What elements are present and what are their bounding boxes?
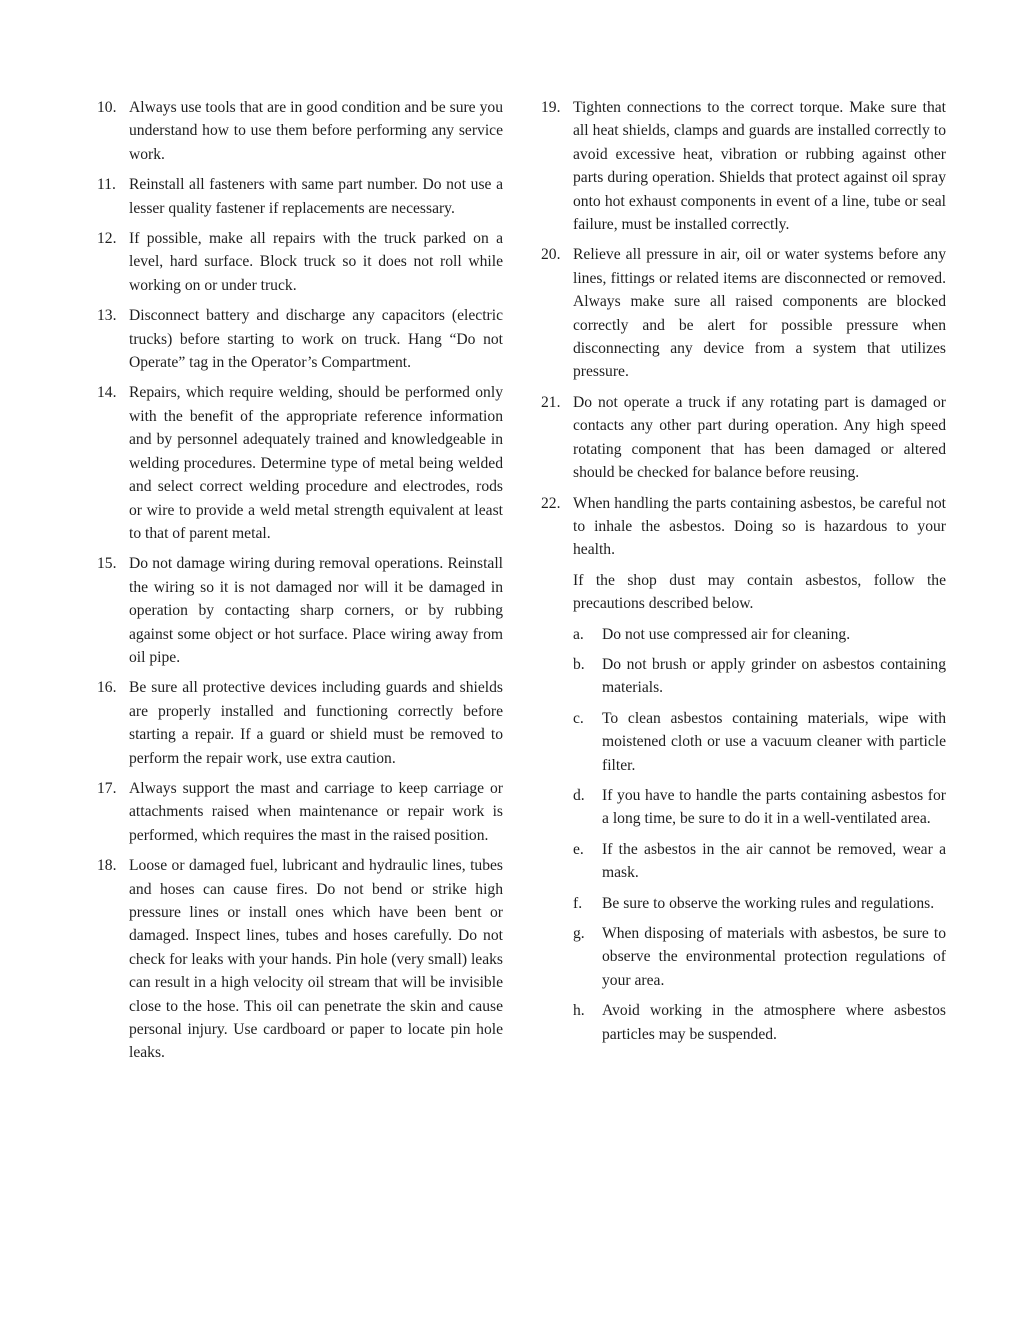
precaution-text: Do not brush or apply grinder on asbestos containing materials.	[602, 655, 946, 697]
precaution-text: To clean asbestos containing materials, wipe with moistened cloth or use a vacuum cleaner with particle filter.	[602, 709, 946, 774]
precaution-letter: d.	[573, 786, 585, 804]
precaution-letter: f.	[573, 894, 583, 912]
item-number: 19.	[541, 99, 561, 116]
list-item	[97, 676, 503, 770]
item-text: Do not damage wiring during removal operations. Reinstall the wiring so it is not damaged nor will it be damaged in operation by contacting sharp corners, or by rubbing against some object or hot surface. Place wiring away from oil pipe.	[129, 555, 503, 666]
list-item	[97, 854, 503, 1065]
precaution-item	[541, 922, 946, 992]
item-number: 18.	[97, 857, 117, 875]
item-text: Always support the mast and carriage to keep carriage or attachments raised when maintenance or repair work is performed, which requires the mast in the raised position.	[129, 779, 503, 844]
list-item	[97, 96, 503, 166]
item-text: Be sure all protective devices including guards and shields are properly installed and functioning correctly before starting a repair. If a guard or shield must be removed to perform the repair work, use extra caution.	[129, 679, 503, 767]
item-number: 13.	[97, 307, 117, 325]
item-number: 22.	[541, 494, 561, 512]
list-item	[97, 173, 503, 220]
list-item	[541, 391, 946, 485]
precaution-letter: g.	[573, 925, 585, 942]
precaution-item	[541, 653, 946, 700]
precaution-text: Do not use compressed air for cleaning.	[602, 625, 851, 643]
item-text: Always use tools that are in good condition and be sure you understand how to use them before performing any service work.	[129, 99, 503, 163]
item-number: 16.	[97, 679, 117, 697]
list-item	[97, 552, 503, 669]
precaution-text: Be sure to observe the working rules and regulations.	[602, 894, 935, 912]
list-item	[97, 304, 503, 374]
item-text: Reinstall all fasteners with same part number. Do not use a lesser quality fastener if replacements are necessary.	[129, 176, 503, 217]
item-number: 17.	[97, 779, 117, 797]
precaution-letter: c.	[573, 709, 584, 727]
item-text: Do not operate a truck if any rotating part is damaged or contacts any other part during operation. Any high speed rotating component that has been damaged or altered should be checked for balance before reusing.	[573, 393, 946, 482]
item-number: 20.	[541, 246, 561, 264]
list-item	[97, 227, 503, 297]
asbestos-intro: If the shop dust may contain asbestos, follow the precautions described below.	[573, 571, 946, 613]
right-column	[541, 96, 946, 1053]
item-text: Tighten connections to the correct torque. Make sure that all heat shields, clamps and guards are installed correctly to avoid excessive heat, vibration or rubbing against other parts during operation. Shields that protect against oil spray onto hot exhaust components in event of a line, tube or seal failure, must be installed correctly.	[573, 99, 946, 234]
item-text: When handling the parts containing asbestos, be careful not to inhale the asbestos. Doing so is hazardous to your health.	[573, 494, 946, 559]
precaution-item	[541, 838, 946, 885]
item-number: 14.	[97, 384, 117, 402]
precaution-item	[541, 784, 946, 831]
precaution-text: Avoid working in the atmosphere where asbestos particles may be suspended.	[602, 1002, 946, 1043]
precaution-text: If the asbestos in the air cannot be removed, wear a mask.	[602, 840, 946, 882]
item-number: 21.	[541, 393, 561, 411]
precaution-letter: e.	[573, 840, 584, 858]
item-number: 10.	[97, 99, 117, 116]
left-column	[97, 96, 503, 1072]
list-item	[541, 96, 946, 236]
item-text: Repairs, which require welding, should be performed only with the benefit of the appropriate reference information and by personnel adequately trained and knowledgeable in welding procedures. Determine type of metal being welded and select correct welding procedure and electrodes, rods or wire to provide a weld metal strength equivalent at least to that of parent metal.	[129, 384, 503, 542]
precaution-letter: h.	[573, 1002, 585, 1020]
precaution-text: If you have to handle the parts containing asbestos for a long time, be sure to do it in a well-ventilated area.	[602, 786, 946, 828]
item-number: 12.	[97, 230, 117, 248]
list-item	[541, 243, 946, 383]
list-item	[541, 492, 946, 562]
precaution-item	[541, 892, 946, 915]
list-item	[97, 381, 503, 545]
item-text: Loose or damaged fuel, lubricant and hydraulic lines, tubes and hoses can cause fires. Do not bend or strike high pressure lines or install ones which have been bent or damaged. Inspect lines, tubes and hoses carefully. Do not check for leaks with your hands. Pin hole (very small) leaks can result in a high velocity oil stream that will be invisible close to the hose. This oil can penetrate the skin and cause personal injury. Use cardboard or paper to locate pin hole leaks.	[129, 857, 503, 1062]
item-text: Relieve all pressure in air, oil or water systems before any lines, fittings or related items are disconnected or removed. Always make sure all raised components are blocked correctly and be alert for possible pressure when disconnecting any device from a system that utilizes pressure.	[573, 246, 946, 381]
precaution-letter: b.	[573, 655, 585, 673]
precaution-item	[541, 623, 946, 646]
item-text: Disconnect battery and discharge any capacitors (electric trucks) before starting to work on truck. Hang “Do not Operate” tag in the Operator’s Compartment.	[129, 307, 503, 372]
precaution-item	[541, 999, 946, 1046]
item-text: If possible, make all repairs with the truck parked on a level, hard surface. Block truck so it does not roll while working on or under truck.	[129, 230, 503, 294]
item-number: 11.	[97, 176, 116, 194]
item-number: 15.	[97, 555, 117, 573]
list-item	[97, 777, 503, 847]
precaution-text: When disposing of materials with asbestos, be sure to observe the environmental protection regulations of your area.	[602, 925, 946, 989]
precaution-item	[541, 707, 946, 777]
precaution-letter: a.	[573, 625, 584, 643]
